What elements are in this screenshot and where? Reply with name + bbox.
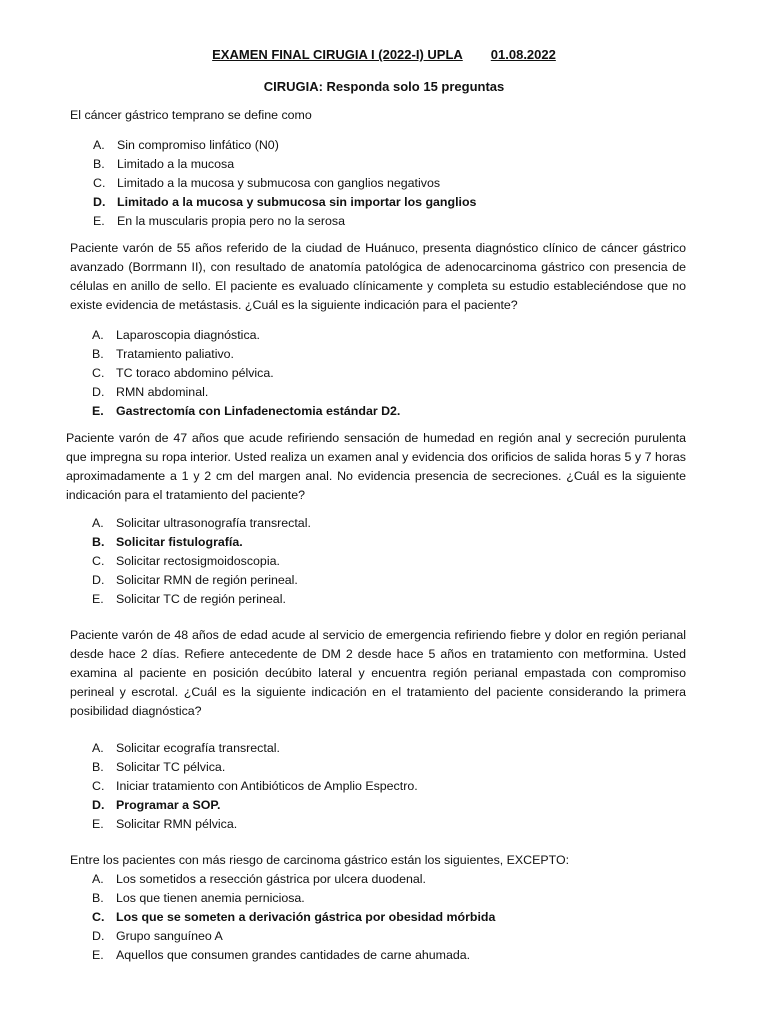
question-2-option-a: A. Laparoscopia diagnóstica. (92, 328, 260, 342)
exam-title: EXAMEN FINAL CIRUGIA I (2022-I) UPLA (212, 47, 463, 62)
question-2-option-d: D. RMN abdominal. (92, 385, 209, 399)
question-2-option-c: C. TC toraco abdomino pélvica. (92, 366, 274, 380)
question-4-option-c: C. Iniciar tratamiento con Antibióticos de Amplio Espectro. (92, 779, 418, 793)
question-1-stem: El cáncer gástrico temprano se define como (70, 108, 312, 122)
question-2-option-b: B. Tratamiento paliativo. (92, 347, 234, 361)
question-2-stem: Paciente varón de 55 años referido de la ciudad de Huánuco, presenta diagnóstico clínico de cáncer gástrico avanzado (Borrmann II), con resultado de anatomía patológica de adenocarcinoma gástrico con presencia de células en anillo de sello. El paciente es evaluado clínicamente y completa su estudio estableciéndose que no existe evidencia de metástasis. ¿Cuál es la siguiente indicación para el paciente? (70, 241, 686, 312)
question-5-option-e: E. Aquellos que consumen grandes cantidades de carne ahumada. (92, 948, 471, 962)
question-1-option-b: B. Limitado a la mucosa (93, 157, 235, 171)
question-4-option-d: D. Programar a SOP. (92, 798, 221, 812)
question-4-option-e: E. Solicitar RMN pélvica. (92, 817, 238, 831)
question-3-option-b: B. Solicitar fistulografía. (92, 535, 243, 549)
question-1-option-e: E. En la muscularis propia pero no la serosa (93, 214, 345, 228)
question-1-options (93, 136, 476, 231)
question-3-stem: Paciente varón de 47 años que acude refiriendo sensación de humedad en región anal y secreción purulenta que impregna su ropa interior. Usted realiza un examen anal y evidencia dos orificios de salida horas 5 y 7 horas aproximadamente a 1 y 2 cm del margen anal. No evidencia presencia de secreciones. ¿Cuál es la siguiente indicación para el tratamiento del paciente? (66, 431, 686, 502)
question-4-stem: Paciente varón de 48 años de edad acude al servicio de emergencia refiriendo fiebre y dolor en región perianal desde hace 2 días. Refiere antecedente de DM 2 desde hace 5 años en tratamiento con metformina. Usted examina al paciente en posición decúbito lateral y encuentra región perianal empastada con compromiso perineal y escrotal. ¿Cuál es la siguiente indicación en el tratamiento del paciente considerando la primera posibilidad diagnóstica? (70, 628, 686, 718)
question-3-option-e: E. Solicitar TC de región perineal. (92, 592, 286, 606)
question-1-option-a: A. Sin compromiso linfático (N0) (93, 138, 279, 152)
question-4-option-b: B. Solicitar TC pélvica. (92, 760, 226, 774)
question-5-option-a: A. Los sometidos a resección gástrica por ulcera duodenal. (92, 872, 426, 886)
exam-header (0, 47, 768, 62)
question-5-option-d: D. Grupo sanguíneo A (92, 929, 223, 943)
question-3-option-a: A. Solicitar ultrasonografía transrectal. (92, 516, 311, 530)
question-4-option-a: A. Solicitar ecografía transrectal. (92, 741, 280, 755)
question-2-options (92, 326, 400, 421)
question-2-option-e: E. Gastrectomía con Linfadenectomia estándar D2. (92, 404, 401, 418)
question-3-option-d: D. Solicitar RMN de región perineal. (92, 573, 298, 587)
question-1-option-d: D. Limitado a la mucosa y submucosa sin importar los ganglios (93, 195, 477, 209)
question-1-option-c: C. Limitado a la mucosa y submucosa con ganglios negativos (93, 176, 441, 190)
question-4-options (92, 739, 418, 834)
question-3-options (92, 514, 311, 609)
question-5-options (92, 870, 495, 965)
question-5-option-b: B. Los que tienen anemia perniciosa. (92, 891, 305, 905)
question-5-stem: Entre los pacientes con más riesgo de carcinoma gástrico están los siguientes, EXCEPTO: (70, 853, 570, 867)
question-5-option-c: C. Los que se someten a derivación gástrica por obesidad mórbida (92, 910, 496, 924)
exam-date: 01.08.2022 (490, 47, 556, 62)
question-3-option-c: C. Solicitar rectosigmoidoscopia. (92, 554, 280, 568)
exam-instructions: CIRUGIA: Responda solo 15 preguntas (263, 79, 505, 94)
